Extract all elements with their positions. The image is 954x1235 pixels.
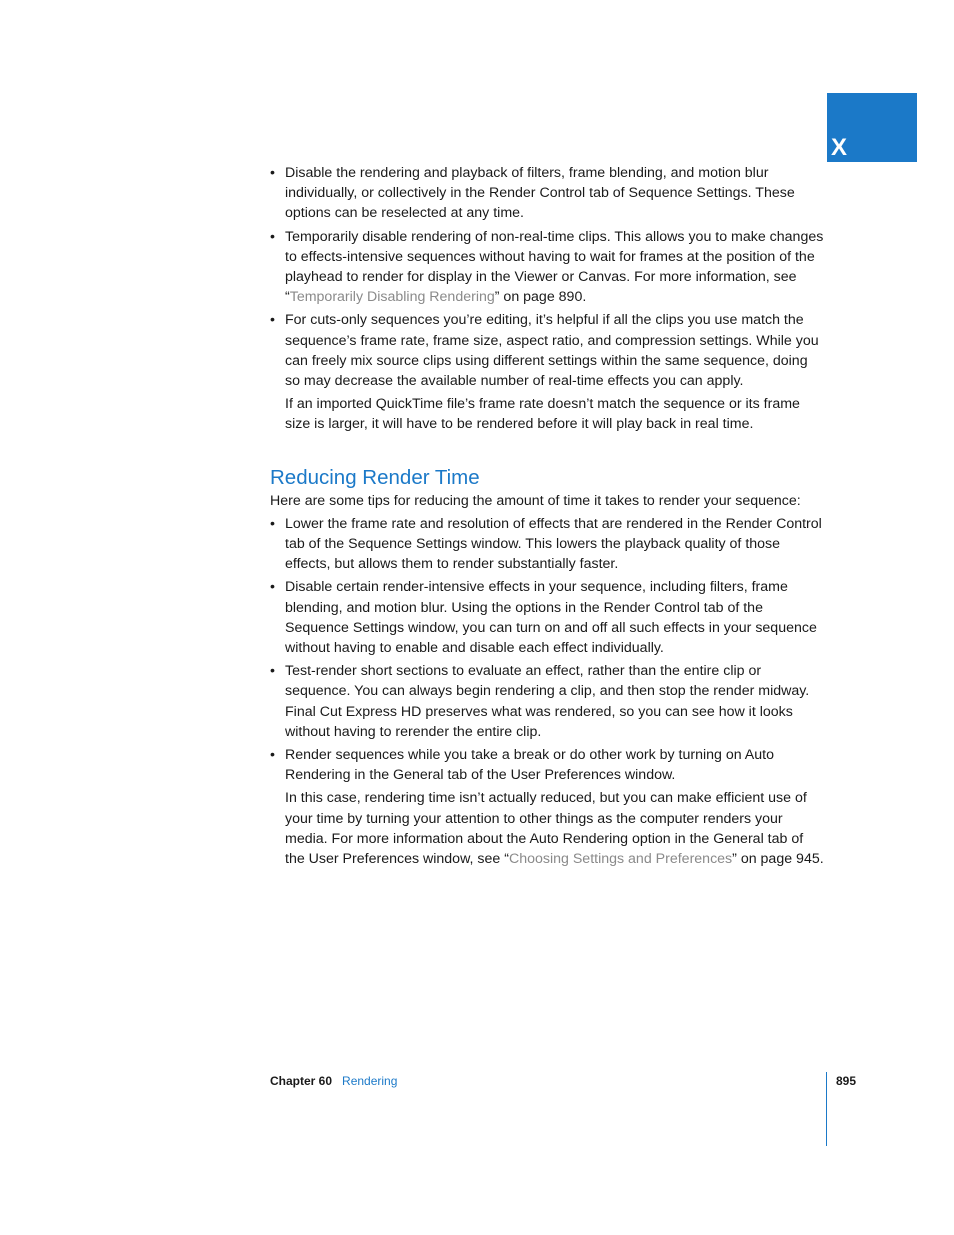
bullet-text: Disable the rendering and playback of filters, frame blending, and motion blur individually, or collectively in the Render Control tab of Sequence Settings. These options can be reselected at any time. [285, 165, 795, 222]
page-body [270, 163, 826, 872]
bullet-text-tail: ” on page 890. [494, 289, 587, 306]
followup-text-tail: ” on page 945. [732, 851, 824, 868]
chapter-label: Chapter 60 [270, 1074, 333, 1088]
bullet-text: Render sequences while you take a break or do other work by turning on Auto Rendering in the General tab of the User Preferences window. [285, 747, 774, 784]
footer-divider [826, 1072, 827, 1146]
bullet-marker: • [270, 747, 275, 764]
bullet-marker: • [270, 579, 275, 596]
list-item [270, 661, 826, 742]
bullet-marker: • [270, 228, 275, 245]
page-footer [270, 1073, 397, 1089]
bullet-text: Lower the frame rate and resolution of effects that are rendered in the Render Control tab of the Sequence Settings window. This lowers the playback quality of those effects, but allows them to render substantially faster. [285, 515, 822, 573]
bullet-marker: • [270, 663, 275, 680]
followup-paragraph [285, 788, 826, 869]
section-heading: Reducing Render Time [270, 465, 480, 489]
part-tab [827, 93, 917, 162]
list-item [270, 514, 826, 575]
bullet-text: Disable certain render-intensive effects in your sequence, including filters, frame blending, and motion blur. Using the options in the Render Control tab of the Sequence Settings window, you can turn on and off all such effects in your sequence without having to enable and disable each effect individually. [285, 579, 817, 657]
list-item [270, 310, 826, 391]
list-item [270, 745, 826, 785]
cross-reference-link[interactable]: Temporarily Disabling Rendering [289, 289, 495, 306]
bullet-marker: • [270, 312, 275, 329]
part-tab-label: X [831, 134, 848, 161]
page-number: 895 [836, 1074, 857, 1088]
list-item [270, 577, 826, 658]
followup-text: In this case, rendering time isn’t actually reduced, but you can make efficient use of your time by turning your attention to other things as the computer renders your media. For more information about the Auto Rendering option in the General tab of the User Preferences window, see “ [285, 790, 807, 868]
bullet-text: Temporarily disable rendering of non-real-time clips. This allows you to make changes to effects-intensive sequences without having to wait for frames at the position of the playhead to render for display in the Viewer or Canvas. For more information, see “ [285, 228, 824, 306]
bullet-text: For cuts-only sequences you’re editing, it’s helpful if all the clips you use match the sequence’s frame rate, frame size, aspect ratio, and compression settings. While you can freely mix source clips using different settings within the same sequence, doing so may decrease the available number of real-time effects you can apply. [285, 312, 819, 390]
section-intro: Here are some tips for reducing the amount of time it takes to render your sequence: [270, 492, 801, 509]
list-item [270, 227, 826, 308]
followup-paragraph: If an imported QuickTime file’s frame rate doesn’t match the sequence or its frame size is larger, it will have to be rendered before it will play back in real time. [285, 396, 800, 433]
chapter-title-link[interactable]: Rendering [342, 1074, 398, 1088]
bullet-marker: • [270, 165, 275, 181]
top-bullet-list [270, 163, 826, 391]
cross-reference-link[interactable]: Choosing Settings and Preferences [508, 851, 733, 868]
section-bullet-list [270, 514, 826, 786]
bullet-text: Test-render short sections to evaluate an effect, rather than the entire clip or sequence. You can always begin rendering a clip, and then stop the render midway. Final Cut Express HD preserves what was rendered, so you can see how it looks without having to rerender the entire clip. [285, 663, 810, 740]
list-item [270, 163, 826, 224]
bullet-marker: • [270, 515, 275, 532]
